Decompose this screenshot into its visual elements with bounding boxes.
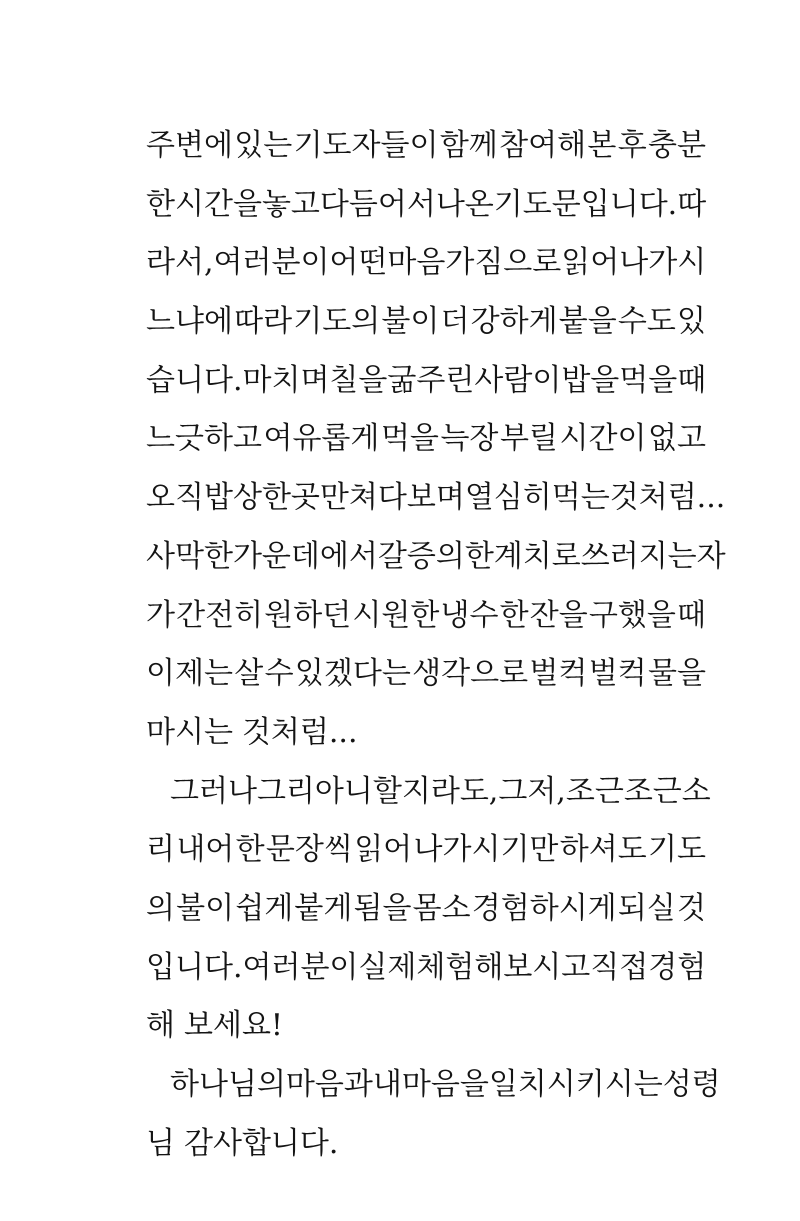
text-line xyxy=(146,886,706,945)
word: 다듬어서 xyxy=(319,186,436,222)
word: 사막 xyxy=(146,538,204,574)
word: 느냐에 xyxy=(146,304,233,340)
word: 그러나 xyxy=(170,773,257,809)
word: 붙게 xyxy=(294,890,353,926)
text-line xyxy=(146,182,706,241)
word: 쳐다보며 xyxy=(348,480,465,516)
word: 부릴 xyxy=(499,421,558,457)
word: 읽어 xyxy=(561,245,620,281)
word: 기도자들이 xyxy=(293,128,439,163)
word: 며칠을 xyxy=(300,362,388,398)
word: 때 xyxy=(677,362,707,398)
word: 됨을 xyxy=(353,890,412,926)
word: 입니다. xyxy=(146,949,243,985)
word: 습니다. xyxy=(146,362,243,398)
word: 때 xyxy=(676,597,706,633)
word: 그리 xyxy=(256,773,315,809)
text-line xyxy=(146,1062,721,1121)
word: 충분 xyxy=(648,128,706,163)
word: 감사합니다. xyxy=(183,1125,339,1161)
word: 구했을 xyxy=(588,597,676,633)
word: 가 xyxy=(146,597,175,633)
word: 더 xyxy=(440,304,470,340)
word: 리 xyxy=(146,832,175,868)
text-line xyxy=(146,593,706,652)
word: 마음가짐으로 xyxy=(387,245,562,281)
word: 조근 xyxy=(623,773,682,809)
text-line xyxy=(146,710,706,769)
word: 한곳만 xyxy=(261,480,349,516)
word: 시간을 xyxy=(174,186,262,222)
word: 내 xyxy=(372,1067,402,1102)
word: 하나님의 xyxy=(170,1067,286,1102)
word: 체험해 xyxy=(416,949,504,985)
word: 간전히 xyxy=(176,597,264,633)
word: 소 xyxy=(681,773,711,809)
word: 하셔도 xyxy=(559,832,647,868)
word: 보세요! xyxy=(183,1008,283,1044)
word: 붙을 xyxy=(558,304,617,340)
word: 느긋하고 xyxy=(146,421,262,457)
word: 경험하시게 xyxy=(471,890,617,926)
text-line xyxy=(146,1003,706,1062)
word: 여유롭게 xyxy=(263,421,380,457)
word: 한 xyxy=(235,832,265,868)
word: 있는 xyxy=(234,128,293,163)
word: 아니할지라도, xyxy=(314,773,499,809)
word: 갈증의 xyxy=(377,538,465,574)
word: 참여해 xyxy=(499,128,587,163)
text-line xyxy=(146,475,726,534)
word: 내어 xyxy=(176,832,235,868)
word: 있겠다는 xyxy=(294,656,411,692)
word: 벌컥 xyxy=(529,656,588,692)
word: 늑장 xyxy=(440,421,499,457)
word: 이제는 xyxy=(146,656,233,692)
word: 생각으로 xyxy=(412,656,529,692)
word: 쉽게 xyxy=(235,890,294,926)
word: 시원한 xyxy=(352,597,440,633)
word: 쓰러지는 xyxy=(580,538,697,574)
word: 먹는 xyxy=(551,480,610,516)
word: 벌컥 xyxy=(588,656,647,692)
paragraph xyxy=(146,1062,721,1179)
word: 가운데에서 xyxy=(232,538,378,574)
word: 나온 xyxy=(435,186,494,222)
text-line xyxy=(146,827,706,886)
word: 함께 xyxy=(439,128,498,163)
word: 마음과 xyxy=(285,1067,373,1102)
word: 밥상 xyxy=(203,480,262,516)
word: 한계치로 xyxy=(464,538,581,574)
word: 마치 xyxy=(242,362,301,398)
word: 직접 xyxy=(590,949,649,985)
word: 라서, xyxy=(146,245,214,281)
word: 수도 xyxy=(617,304,676,340)
word: 굶주린 xyxy=(387,362,475,398)
word: 불이 xyxy=(176,890,235,926)
word: 몸소 xyxy=(412,890,471,926)
word: 열심히 xyxy=(464,480,552,516)
word: 문장씩 xyxy=(265,832,353,868)
word: 따 xyxy=(677,186,707,222)
word: 여러분이 xyxy=(242,949,359,985)
word: 밥을 xyxy=(561,362,620,398)
word: 강하게 xyxy=(470,304,558,340)
text-line xyxy=(146,769,711,828)
word: 시간이 xyxy=(559,421,647,457)
word: 것 xyxy=(676,890,706,926)
word: 사람이 xyxy=(474,362,562,398)
word: 마시는 xyxy=(146,714,233,750)
paragraph xyxy=(146,769,711,1062)
word: 마음을 xyxy=(401,1067,489,1102)
word: 읽어 xyxy=(354,832,413,868)
word: 본 xyxy=(587,128,617,163)
word: 잔을 xyxy=(529,597,588,633)
word: 기도문입니다. xyxy=(493,186,678,222)
word: 경험 xyxy=(648,949,707,985)
word: 원하던 xyxy=(264,597,352,633)
text-line xyxy=(146,416,706,475)
word: 님 xyxy=(146,1125,175,1161)
word: 해 xyxy=(146,1008,175,1044)
word: 있 xyxy=(676,304,706,340)
word: 한 xyxy=(146,186,175,222)
word: 불이 xyxy=(381,304,440,340)
word: 냉수 xyxy=(440,597,499,633)
word: 기도 xyxy=(648,832,706,868)
word: 그저, xyxy=(498,773,566,809)
text-line xyxy=(146,299,706,358)
word: 실제 xyxy=(358,949,417,985)
word: 놓고 xyxy=(261,186,320,222)
word: 살 xyxy=(234,656,264,692)
word: 먹을 xyxy=(619,362,678,398)
word: 일치시키시는 xyxy=(488,1067,663,1102)
text-line xyxy=(146,240,706,299)
word: 의 xyxy=(146,890,175,926)
word: 먹을 xyxy=(380,421,439,457)
word: 주변에 xyxy=(146,128,233,163)
word: 따라 xyxy=(234,304,293,340)
text-line xyxy=(146,651,706,710)
text-line xyxy=(146,534,726,593)
word: 기도의 xyxy=(293,304,381,340)
word: 보시고 xyxy=(503,949,591,985)
word: 수 xyxy=(264,656,294,692)
word: 여러분이 xyxy=(213,245,330,281)
text-line xyxy=(146,123,706,182)
word: 나가시기만 xyxy=(413,832,559,868)
word: 성령 xyxy=(662,1067,721,1102)
text-line xyxy=(146,1121,706,1180)
paragraph xyxy=(146,123,726,769)
word: 조근 xyxy=(565,773,624,809)
word: 후 xyxy=(617,128,647,163)
word: 나가시 xyxy=(619,245,707,281)
word: 것처럼... xyxy=(609,480,726,516)
word: 자 xyxy=(696,538,726,574)
word: 오직 xyxy=(146,480,204,516)
word: 한 xyxy=(499,597,529,633)
word: 것처럼... xyxy=(241,714,358,750)
text-line xyxy=(146,945,706,1004)
body-text xyxy=(146,123,726,1179)
text-line xyxy=(146,358,706,417)
word: 어떤 xyxy=(329,245,388,281)
word: 없고 xyxy=(647,421,706,457)
word: 되실 xyxy=(617,890,676,926)
word: 한 xyxy=(203,538,233,574)
word: 물을 xyxy=(648,656,706,692)
